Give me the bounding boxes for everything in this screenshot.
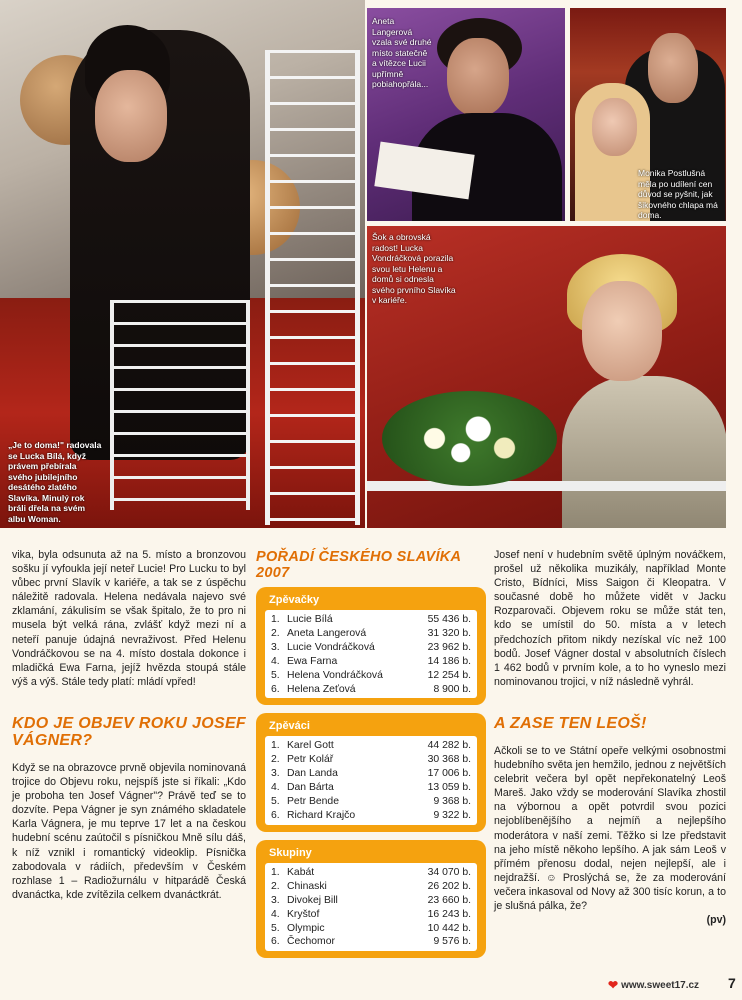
ranking-table: [265, 863, 477, 951]
ranking-pos: 6.: [271, 809, 280, 821]
caption-lucie-photo: Šok a obrovská radost! Lucka Vondráčková porazila svou letu Helenu a domů si odnesla svého prvního Slavíka v kariéře.: [372, 232, 456, 305]
ranking-pts: 23 962 b.: [427, 641, 471, 653]
ranking-pos: 5.: [271, 922, 280, 934]
ranking-box-heading: Zpěvačky: [269, 594, 320, 606]
ranking-row: [271, 866, 471, 880]
ranking-row: [271, 795, 471, 809]
ranking-pos: 4.: [271, 908, 280, 920]
ranking-row: [271, 781, 471, 795]
ranking-title: POŘADÍ ČESKÉHO SLAVÍKA 2007: [256, 549, 461, 581]
ranking-row: [271, 880, 471, 894]
ranking-row: [271, 655, 471, 669]
caption-main-photo: „Je to doma!" radovala se Lucka Bílá, když právem přebírala svého jubilejního desátého zlatého Slavíka. Minulý rok bráli dřela na svém albu Woman.: [8, 440, 102, 524]
ranking-row: [271, 809, 471, 823]
ranking-name: Richard Krajčo: [287, 809, 356, 821]
author-signature: (pv): [706, 914, 726, 927]
ranking-box: [256, 587, 486, 705]
ranking-pos: 3.: [271, 641, 280, 653]
ranking-pts: 9 322 b.: [433, 809, 471, 821]
ranking-row: [271, 894, 471, 908]
ranking-row: [271, 641, 471, 655]
ranking-pts: 16 243 b.: [427, 908, 471, 920]
caption-monika-photo: Monika Postlušná měla po udílení cen důvod se pyšnit, jak šikovného chlapa má doma.: [638, 168, 718, 220]
ranking-name: Aneta Langerová: [287, 627, 367, 639]
ranking-pos: 2.: [271, 627, 280, 639]
ranking-box: [256, 713, 486, 831]
ranking-name: Lucie Vondráčková: [287, 641, 375, 653]
ranking-pos: 5.: [271, 669, 280, 681]
ranking-row: [271, 739, 471, 753]
ranking-box-heading: Zpěváci: [269, 720, 310, 733]
ranking-pts: 9 576 b.: [433, 936, 471, 948]
ranking-box: [256, 840, 486, 958]
ranking-pos: 6.: [271, 936, 280, 948]
paragraph: vika, byla odsunuta až na 5. místo a bronzovou sošku jí vyfoukla její neteř Lucie! Pro Lucku to byl vůbec první Slavík v kariéře, a tak se z úspěchu náležitě radovala. Helena nedávala najevo své zklamání, zákulisím se však špitalo, že to pro ni musela být velká rána, zvlášť když mezi ní a neteří panuje údajná nevraživost. Před Helenu Vondráčkovou se na 4. místo dostala dokonce i mladičká Ewa Farna, jejíž hvězda stoupá stále výš a výš. Stále tedy platí: mládí vpřed!: [12, 549, 246, 688]
ranking-name: Petr Kolář: [287, 754, 334, 766]
article-left-column: [12, 548, 246, 902]
ranking-pos: 3.: [271, 894, 280, 906]
ranking-pos: 1.: [271, 614, 280, 625]
ranking-name: Dan Landa: [287, 768, 338, 780]
ranking-name: Ewa Farna: [287, 655, 338, 667]
ranking-name: Petr Bende: [287, 796, 339, 808]
website-url: www.sweet17.cz: [621, 979, 700, 991]
ranking-name: Lucie Bílá: [287, 614, 333, 625]
footer: [608, 978, 699, 992]
photo-monika-postlusna: [570, 8, 726, 221]
ranking-row: [271, 908, 471, 922]
ranking-row: [271, 753, 471, 767]
section-heading-objev-roku: KDO JE OBJEV ROKU JOSEF VÁGNER?: [12, 714, 246, 749]
page-number: 7: [728, 975, 736, 991]
ranking-pos: 4.: [271, 655, 280, 667]
section-heading-leos: A ZASE TEN LEOŠ!: [494, 714, 647, 732]
caption-aneta-photo: Aneta Langerová vzala své druhé místo statečně a vítězce Lucii upřímně pobiahopřála...: [372, 16, 432, 89]
photo-lucie-vondrackova: [367, 226, 726, 528]
ranking-row: [271, 935, 471, 949]
ranking-pts: 10 442 b.: [427, 922, 471, 934]
ranking-pts: 31 320 b.: [427, 627, 471, 639]
ranking-table: [265, 610, 477, 698]
ranking-pts: 34 070 b.: [427, 866, 471, 878]
ranking-row: [271, 669, 471, 683]
ranking-pts: 26 202 b.: [427, 880, 471, 892]
ranking-pos: 5.: [271, 796, 280, 808]
ranking-name: Helena Zeťová: [287, 683, 356, 695]
ranking-pts: 23 660 b.: [427, 894, 471, 906]
ranking-pos: 1.: [271, 740, 280, 752]
ranking-name: Divokej Bill: [287, 894, 338, 906]
heart-icon: ❤: [608, 978, 619, 992]
ranking-name: Helena Vondráčková: [287, 669, 383, 681]
ranking-name: Kabát: [287, 866, 315, 878]
ranking-sidebar: [256, 549, 486, 966]
paragraph: Když se na obrazovce prvně objevila nominovaná trojice do Objevu roku, nejspíš jste si říkali: „Kdo je proboha ten Josef Vágner"? Právě teď se to dozvíte. Pepa Vágner je syn známého skladatele Karla Vágnera, je mu teprve 17 let a na českou hudební scénu zaútočil s písničkou Mně sílu dáš, k níž vznikl i romantický videoklip. Písnička zabodovala v rádiích, především v Českém rozhlase 1 – Radiožurnálu v hitparádě Česká dvanáctka, kde zvítězila celkem dvanáctkrát.: [12, 761, 246, 901]
paragraph: Josef není v hudebním světě úplným nováčkem, prošel už několika muzikály, například Monte Cristo, Bídníci, Miss Saigon či Kleopatra. V současné době ho můžete vidět v Jacku Rozparovači. Objevem roku se může stát ten, kdo se umístil do 50. místa a v letech předchozích přitom nikdy nezískal víc než 100 bodů. Josef Vágner dostal v absolutních číslech 1 462 bodů v prvním kole, a to ho vyneslo mezi nominovanou trojici, v níž následně vyhrál.: [494, 549, 726, 688]
ranking-pts: 44 282 b.: [427, 740, 471, 752]
ranking-pos: 4.: [271, 782, 280, 794]
ranking-pos: 6.: [271, 683, 280, 695]
ranking-pos: 2.: [271, 754, 280, 766]
ranking-row: [271, 627, 471, 641]
ranking-box-heading: Skupiny: [269, 846, 312, 859]
ranking-name: Čechomor: [287, 936, 335, 948]
ranking-pts: 30 368 b.: [427, 754, 471, 766]
ranking-pts: 12 254 b.: [427, 669, 471, 681]
ranking-pts: 13 059 b.: [427, 782, 471, 794]
ranking-name: Karel Gott: [287, 740, 334, 752]
ranking-row: [271, 767, 471, 781]
ranking-name: Dan Bárta: [287, 782, 334, 794]
article-right-column: [494, 548, 726, 927]
ranking-name: Kryštof: [287, 908, 320, 920]
ranking-pts: 9 368 b.: [433, 796, 471, 808]
ranking-table: [265, 736, 477, 824]
ranking-pts: 14 186 b.: [427, 655, 471, 667]
ranking-pos: 3.: [271, 768, 280, 780]
paragraph: Ačkoli se to ve Státní opeře velkými osobnostmi hudebního světa jen hemžilo, jednou z největších celebrit večera byl opět nepřekonatelný Leoš Mareš. Jako vždy se moderování Slavíka zhostil na výbornou a opět potvrdil svou pozici nejoblíbenějšího a nejmíň a nejlepšího moderátora v naší zemi. Těžko si lze představit na jeho místě někoho lepšího. A jak sám Leoš v přímém přenosu dodal, nejen nejlepší, ale i nejdražší. ☺ Proslýchá se, že za moderování večera inkasoval od Novy až 300 tisíc korun, a to je slušná pálka, že?: [494, 744, 726, 912]
photo-lucie-bila: [0, 0, 365, 528]
ranking-name: Chinaski: [287, 880, 327, 892]
ranking-row: [271, 613, 471, 627]
ranking-pos: 1.: [271, 866, 280, 878]
ranking-pts: 55 436 b.: [427, 614, 471, 625]
ranking-pts: 8 900 b.: [433, 683, 471, 695]
ranking-row: [271, 922, 471, 936]
ranking-name: Olympic: [287, 922, 325, 934]
ranking-row: [271, 683, 471, 697]
ranking-pos: 2.: [271, 880, 280, 892]
ranking-pts: 17 006 b.: [427, 768, 471, 780]
photo-aneta-langerova: [367, 8, 565, 221]
